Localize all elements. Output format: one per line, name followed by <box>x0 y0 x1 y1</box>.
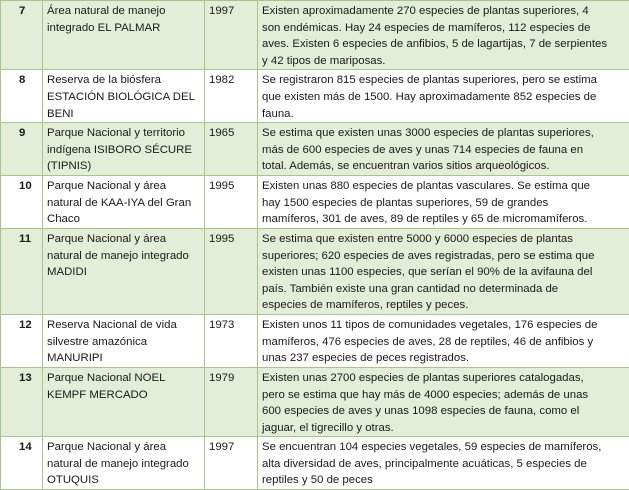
creation-year: 1997 <box>205 1 258 70</box>
row-number: 10 <box>1 175 43 228</box>
area-name: Parque Nacional y territorio indígena ISIBORO SÉCURE (TIPNIS) <box>43 123 205 176</box>
area-name: Reserva Nacional de vida silvestre amazónica MANURIPI <box>43 314 205 367</box>
area-name: Parque Nacional y área natural de KAA-IYA del Gran Chaco <box>43 175 205 228</box>
table-row <box>1 437 629 490</box>
species-description: Existen unos 11 tipos de comunidades vegetales, 176 especies de mamíferos, 476 especies de aves, 28 de reptiles, 46 de anfibios y unas 237 especies de peces registrados. <box>258 314 629 367</box>
creation-year: 1973 <box>205 314 258 367</box>
row-number: 12 <box>1 314 43 367</box>
species-description: Se estima que existen entre 5000 y 6000 especies de plantas superiores; 620 especies de aves registradas, pero se estima que existen unas 1100 especies, que serían el 90% de la avifauna del país. También existe una gran cantidad no determinada de especies de mamíferos, reptiles y peces. <box>258 228 629 314</box>
species-description: Se registraron 815 especies de plantas superiores, pero se estima que existen más de 1500. Hay aproximadamente 852 especies de fauna. <box>258 70 629 123</box>
table-body <box>1 1 629 490</box>
creation-year: 1982 <box>205 70 258 123</box>
creation-year: 1995 <box>205 175 258 228</box>
table-row <box>1 175 629 228</box>
area-name: Parque Nacional NOEL KEMPF MERCADO <box>43 367 205 436</box>
area-name: Parque Nacional y área natural de manejo integrado MADIDI <box>43 228 205 314</box>
creation-year: 1979 <box>205 367 258 436</box>
row-number: 14 <box>1 437 43 490</box>
species-description: Existen unas 2700 especies de plantas superiores catalogadas, pero se estima que hay más de 4000 especies; además de unas 600 especies de aves y unas 1098 especies de fauna, como el jaguar, el tigrecillo y otras. <box>258 367 629 436</box>
row-number: 8 <box>1 70 43 123</box>
species-description: Se estima que existen unas 3000 especies de plantas superiores, más de 600 especies de aves y unas 714 especies de fauna en total. Además, se encuentran varios sitios arqueológicos. <box>258 123 629 176</box>
table-row <box>1 70 629 123</box>
table-row <box>1 367 629 436</box>
row-number: 7 <box>1 1 43 70</box>
species-description: Se encuentran 104 especies vegetales, 59 especies de mamíferos, alta diversidad de aves, principalmente acuáticas, 5 especies de reptiles y 50 de peces <box>258 437 629 490</box>
species-description: Existen unas 880 especies de plantas vasculares. Se estima que hay 1500 especies de plantas superiores, 59 de grandes mamíferos, 301 de aves, 89 de reptiles y 65 de micromamíferos. <box>258 175 629 228</box>
area-name: Parque Nacional y área natural de manejo integrado OTUQUIS <box>43 437 205 490</box>
table-row <box>1 1 629 70</box>
creation-year: 1995 <box>205 228 258 314</box>
table-row <box>1 123 629 176</box>
table-row <box>1 228 629 314</box>
area-name: Área natural de manejo integrado EL PALMAR <box>43 1 205 70</box>
species-description: Existen aproximadamente 270 especies de plantas superiores, 4 son endémicas. Hay 24 especies de mamíferos, 112 especies de aves. Existen 6 especies de anfibios, 5 de lagartijas, 7 de serpientes y 42 tipos de mariposas. <box>258 1 629 70</box>
area-name: Reserva de la biósfera ESTACIÓN BIOLÓGICA DEL BENI <box>43 70 205 123</box>
row-number: 11 <box>1 228 43 314</box>
creation-year: 1997 <box>205 437 258 490</box>
creation-year: 1965 <box>205 123 258 176</box>
row-number: 13 <box>1 367 43 436</box>
table-row <box>1 314 629 367</box>
row-number: 9 <box>1 123 43 176</box>
